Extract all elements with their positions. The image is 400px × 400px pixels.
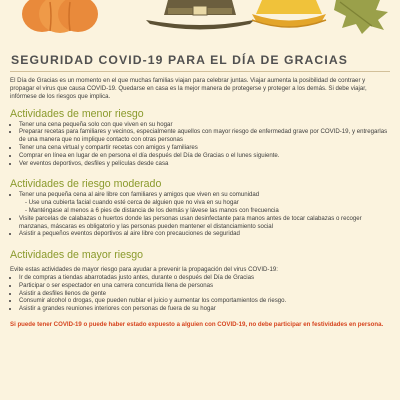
page-title: SEGURIDAD COVID-19 PARA EL DÍA DE GRACIAS — [11, 53, 348, 67]
pilgrim-hat-icon — [146, 0, 254, 30]
list-sub-item: - Manténgase al menos a 6 pies de distancia de los demás y lávese las manos con frecuencia — [25, 206, 279, 214]
list-item: • Participar o ser espectador en una carrera concurrida llena de personas — [19, 282, 390, 290]
list-item: • Consumir alcohol o drogas, que pueden nublar el juicio y aumentar los comportamientos de riesgo. — [19, 297, 390, 305]
list-item: • Ir de compras a tiendas abarrotadas justo antes, durante o después del Día de Gracias — [19, 274, 390, 282]
document-content — [10, 53, 390, 329]
list-item: • Preparar recetas para familiares y vecinos, especialmente aquellos con mayor riesgo de enfermedad grave por COVID-19, y entregarlas de una manera que no implique contacto con otras personas — [19, 128, 390, 144]
list-item: • Asistir a pequeños eventos deportivos al aire libre con precauciones de seguridad — [19, 230, 390, 238]
list-item: • Ver eventos deportivos, desfiles y películas desde casa — [19, 160, 390, 168]
list-item: • Tener una cena pequeña solo con que viven en su hogar — [19, 121, 390, 129]
autumn-leaf-icon — [334, 0, 388, 34]
list-sub-item: - Use una cubierta facial cuando esté cerca de alguien que no viva en su hogar — [25, 199, 239, 207]
list-item: • Tener una pequeña cena al aire libre con familiares y amigos que viven en su comunidad — [19, 191, 390, 199]
moderate-risk-heading: Actividades de riesgo moderado — [10, 178, 162, 191]
list-item: • Visite parcelas de calabazas o huertos donde las personas usan desinfectante para manos antes de tocar calabazas o recoger manzanas, máscaras es obligatorio y las personas pueden mantener el distanciamiento social — [19, 215, 390, 231]
low-risk-heading: Actividades de menor riesgo — [10, 107, 144, 120]
list-item: • Comprar en línea en lugar de en persona el día después del Día de Gracias o el lunes siguiente. — [19, 152, 390, 160]
list-item: • Asistir a grandes reuniones interiores con personas de fuera de su hogar — [19, 305, 390, 313]
high-risk-heading: Actividades de mayor riesgo — [10, 249, 144, 262]
moderate-risk-list — [10, 191, 390, 238]
pumpkin-icon — [22, 0, 98, 33]
title-divider — [10, 71, 390, 72]
high-risk-list — [10, 274, 390, 313]
warning-text: Si puede tener COVID-19 o puede haber estado expuesto a alguien con COVID-19, no debe participar en festividades en persona. — [10, 320, 384, 328]
low-risk-list — [10, 121, 390, 168]
decorative-header — [0, 0, 400, 40]
list-item: • Tener una cena virtual y compartir recetas con amigos y familiares — [19, 144, 390, 152]
high-risk-intro: Evite estas actividades de mayor riesgo para ayudar a prevenir la propagación del virus COVID-19: — [10, 266, 278, 274]
pie-icon — [252, 0, 326, 27]
intro-paragraph: El Día de Gracias es un momento en el que muchas familias viajan para celebrar juntas. Viajar aumenta la posibilidad de contraer y propagar el virus que causa COVID-19. Quedarse en casa es la mejor manera de protegerse y proteger a los demás. Si debe viajar, infórmese de los riesgos que implica. — [10, 77, 367, 101]
list-item: • Asistir a desfiles llenos de gente — [19, 290, 390, 298]
